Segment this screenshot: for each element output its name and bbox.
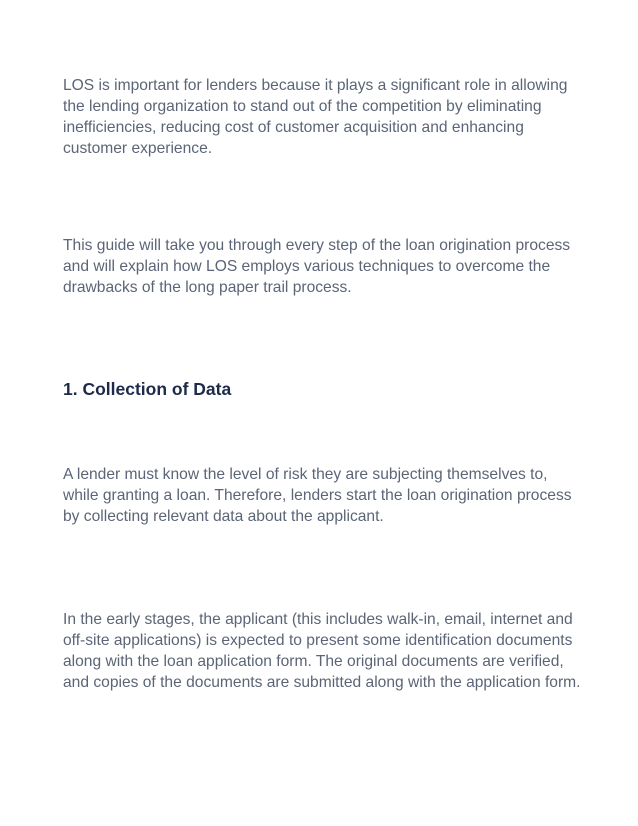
paragraph-guide-intro: This guide will take you through every step of the loan origination process and will explain how LOS employs various techniques to overcome the drawbacks of the long paper trail process.	[63, 237, 571, 296]
paragraph-early-stages: In the early stages, the applicant (this includes walk-in, email, internet and off-site applications) is expected to present some identification documents along with the loan application form. The original documents are verified, and copies of the documents are submitted along with the application form.	[63, 611, 581, 691]
section-heading: 1. Collection of Data	[63, 379, 232, 399]
paragraph-lender-risk: A lender must know the level of risk they are subjecting themselves to, while granting a loan. Therefore, lenders start the loan origination process by collecting relevant data about the applicant.	[63, 466, 572, 525]
paragraph-los-importance: LOS is important for lenders because it plays a significant role in allowing the lending organization to stand out of the competition by eliminating inefficiencies, reducing cost of customer acquisition and enhancing customer experience.	[63, 77, 568, 157]
